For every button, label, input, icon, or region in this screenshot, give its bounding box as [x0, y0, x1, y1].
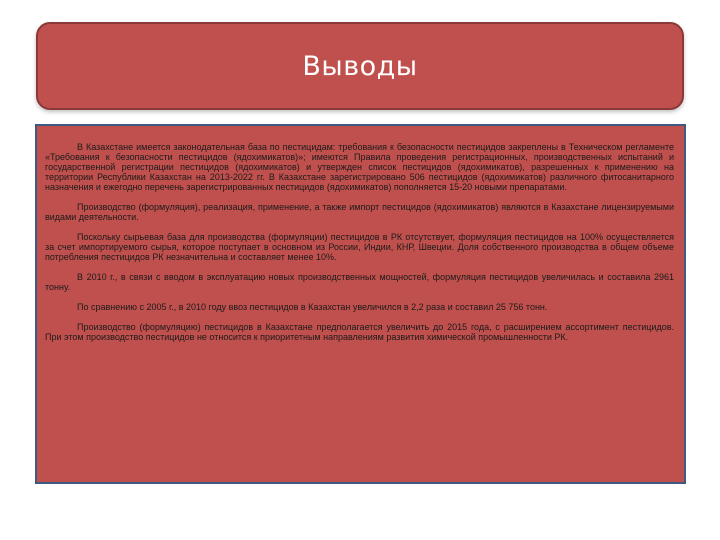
paragraph-2010-formulation: В 2010 г., в связи с вводом в эксплуатацию новых производственных мощностей, формуляция пестицидов увеличилась и составила 2961 тонну. [45, 272, 674, 292]
paragraph-legislation: В Казахстане имеется законодательная база по пестицидам: требования к безопасности пестицидов закреплены в Техническом регламенте «Требования к безопасности пестицидов (ядохимикатов)»; имеются Правила проведения регистрационных, производственных испытаний и государственной регистрации пестицидов (ядохимикатов) и утвержден список пестицидов (ядохимикатов), разрешенных к применению на территории Республики Казахстан на 2013-2022 гг. В Казахстане зарегистрировано 506 пестицидов (ядохимикатов) различного фитосанитарного назначения и ежегодно перечень зарегистрированных пестицидов (ядохимикатов) пополняется 15-20 новыми препаратами. [45, 142, 674, 192]
paragraph-raw-materials: Поскольку сырьевая база для производства (формуляции) пестицидов в РК отсутствует, формуляция пестицидов на 100% осуществляется за счет импортируемого сырья, которое поступает в основном из России, Индии, КНР, Швеции. Доля собственного производства в общем объеме потребления пестицидов РК незначительна и составляет менее 10%. [45, 232, 674, 262]
paragraph-import-growth: По сравнению с 2005 г., в 2010 году ввоз пестицидов в Казахстан увеличился в 2,2 раза и составил 25 756 тонн. [77, 302, 548, 312]
title-banner [36, 22, 684, 110]
content-box [35, 124, 686, 484]
paragraph-outlook: Производство (формуляцию) пестицидов в Казахстане предполагается увеличить до 2015 года, с расширением ассортимент пестицидов. При этом производство пестицидов не относится к приоритетным направлениям развития химической промышленности РК. [45, 322, 674, 342]
slide-title: Выводы [302, 50, 418, 82]
paragraph-licensing: Производство (формуляция), реализация, применение, а также импорт пестицидов (ядохимикатов) являются в Казахстане лицензируемыми видами деятельности. [45, 202, 674, 222]
